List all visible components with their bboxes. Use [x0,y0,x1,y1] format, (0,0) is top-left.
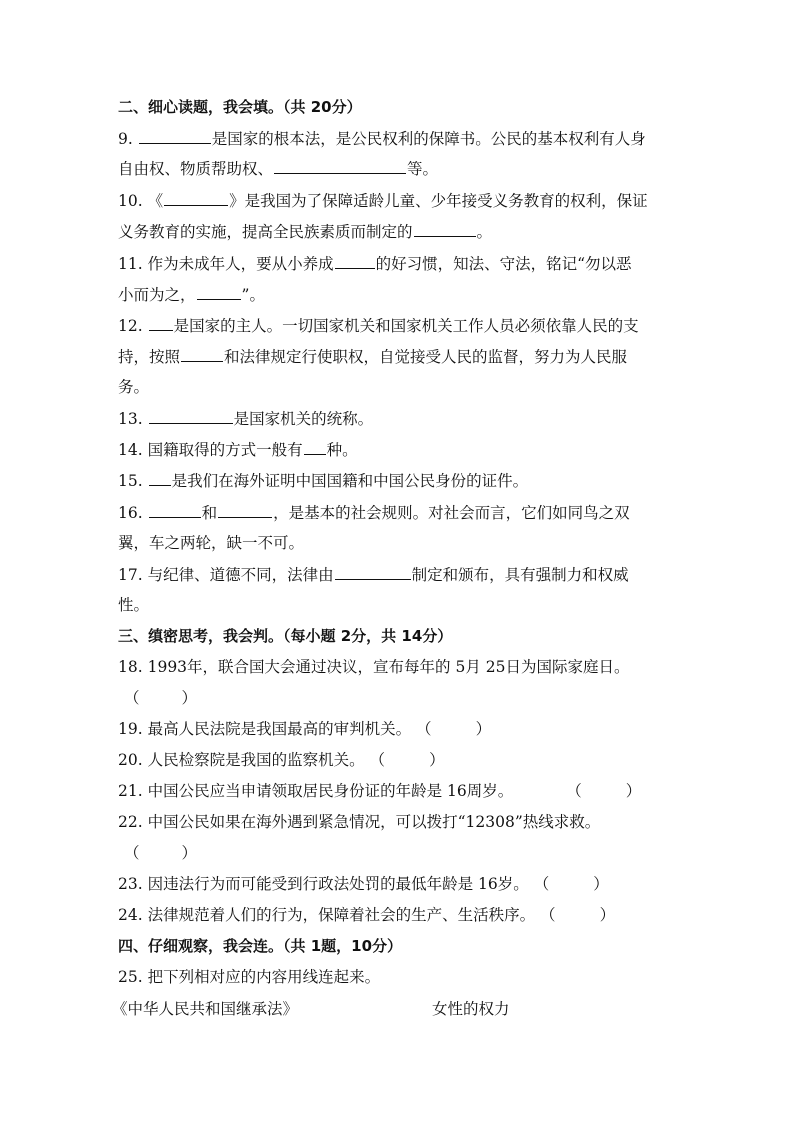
question-23 [118,873,609,895]
question-13 [118,407,373,429]
section-2-heading: 二、细心读题，我会填。（共 20分） [118,98,362,116]
question-number: 14. [118,441,143,459]
open-paren: （ [566,782,582,800]
close-paren: ） [625,782,642,800]
question-16-line-2 [118,532,304,554]
question-text: 性。 [118,596,150,614]
answer-parentheses-22[interactable] [124,842,197,864]
question-text: 种。 [326,441,358,459]
question-number: 10. [118,192,143,210]
answer-blank[interactable] [197,283,241,300]
question-9-line-1 [118,127,646,149]
question-text: ，是基本的社会规则。对社会而言，它们如同鸟之双 [273,504,630,522]
question-text: 最高人民法院是我国最高的审判机关。 [147,720,412,738]
question-17-line-1 [118,563,629,585]
question-9-line-2 [118,157,438,179]
question-12-line-3 [118,376,149,398]
question-text: 和 [201,504,218,522]
question-text: ”。 [241,286,265,304]
answer-blank[interactable] [218,501,272,518]
question-number: 12. [118,317,143,335]
question-number: 18. [118,658,143,676]
question-number: 13. [118,410,143,428]
question-text: 自由权、物质帮助权、 [118,160,274,178]
match-left-item-1[interactable]: 《中华人民共和国继承法》 [112,1000,299,1018]
question-14 [118,438,358,460]
answer-blank[interactable] [149,407,233,424]
answer-blank[interactable] [335,252,375,269]
question-text: 等。 [407,160,439,178]
answer-blank[interactable] [414,220,476,237]
question-10-line-2 [118,220,492,242]
question-18 [118,656,629,678]
answer-blank[interactable] [164,189,228,206]
question-22 [118,811,600,833]
close-paren: ） [475,720,492,738]
question-text: 是国家的根本法，是公民权利的保障书。公民的基本权利有人身 [211,130,646,148]
question-number: 16. [118,504,143,522]
answer-blank[interactable] [274,157,406,174]
question-text: 中国公民如果在海外遇到紧急情况，可以拨打“12308”热线求救。 [147,813,601,831]
question-text: 。 [476,223,493,241]
answer-parentheses-23[interactable] [534,873,609,895]
question-text: 是国家机关的统称。 [233,410,374,428]
answer-blank[interactable] [139,127,211,144]
answer-parentheses-21[interactable] [566,780,641,802]
question-number: 20. [118,751,143,769]
close-paren: ） [181,844,198,862]
question-24 [118,904,615,926]
answer-parentheses-19[interactable] [416,718,491,740]
question-number: 23. [118,875,143,893]
question-text: 》是我国为了保障适龄儿童、少年接受义务教育的权利，保证 [229,192,648,210]
question-text: 国籍取得的方式一般有 [147,441,303,459]
question-text: 务。 [118,378,150,396]
answer-blank[interactable] [181,345,223,362]
close-paren: ） [429,751,445,769]
question-text: 1993年，联合国大会通过决议，宣布每年的 5月 25日为国际家庭日。 [147,658,630,676]
question-text: 法律规范着人们的行为，保障着社会的生产、生活秩序。 [147,906,536,924]
question-12-line-2 [118,345,627,367]
question-number: 25. [118,968,143,986]
question-text: 是国家的主人。一切国家机关和国家机关工作人员必须依靠人民的支 [173,317,639,335]
question-number: 19. [118,720,143,738]
open-paren: （ [416,720,432,738]
question-text: 小而为之， [118,286,196,304]
close-paren: ） [593,875,609,893]
section-3-heading: 三、缜密思考，我会判。（每小题 2分，共 14分） [118,627,453,645]
open-paren: （ [540,906,556,924]
question-19 [118,718,491,740]
open-paren: （ [124,689,140,707]
answer-parentheses-18[interactable] [124,687,197,709]
open-paren: （ [124,844,140,862]
question-text: 制定和颁布，具有强制力和权威 [411,566,629,584]
question-12-line-1 [118,314,639,336]
question-text: 中国公民应当申请领取居民身份证的年龄是 16周岁。 [147,782,514,800]
open-paren: （ [533,875,550,893]
question-number: 11. [118,255,143,273]
question-text: 作为未成年人，要从小养成 [147,255,334,273]
question-10-line-1 [118,189,648,211]
question-text: 把下列相对应的内容用线连起来。 [147,968,381,986]
question-15 [118,469,528,491]
open-paren: （ [369,751,386,769]
question-11-line-1 [118,252,632,274]
answer-blank[interactable] [304,438,326,455]
question-text: 《 [147,192,164,210]
question-25 [118,966,380,988]
close-paren: ） [599,906,616,924]
question-text: 义务教育的实施，提高全民族素质而制定的 [118,223,413,241]
question-number: 17. [118,566,143,584]
question-text: 的好习惯，知法、守法，铭记“勿以恶 [375,255,632,273]
question-21 [118,780,641,802]
question-number: 9. [118,130,133,148]
question-text: 与纪律、道德不同，法律由 [147,566,334,584]
answer-blank[interactable] [149,501,201,518]
question-text: 持，按照 [118,348,181,366]
question-text: 和法律规定行使职权，自觉接受人民的监督，努力为人民服 [224,348,628,366]
answer-parentheses-24[interactable] [540,904,615,926]
question-17-line-2 [118,594,149,616]
answer-blank[interactable] [335,563,411,580]
question-number: 21. [118,782,143,800]
question-number: 22. [118,813,143,831]
question-20 [118,749,445,771]
question-number: 24. [118,906,143,924]
question-11-line-2 [118,283,265,305]
question-text: 是我们在海外证明中国国籍和中国公民身份的证件。 [171,472,529,490]
answer-parentheses-20[interactable] [370,749,445,771]
question-number: 15. [118,472,143,490]
section-4-heading: 四、仔细观察，我会连。（共 1题，10分） [118,937,403,955]
question-text: 翼，车之两轮，缺一不可。 [118,534,305,552]
question-text: 因违法行为而可能受到行政法处罚的最低年龄是 16岁。 [147,875,529,893]
close-paren: ） [181,689,198,707]
match-right-item-1[interactable]: 女性的权力 [432,1000,510,1018]
question-16-line-1 [118,501,630,523]
answer-blank[interactable] [149,314,173,331]
answer-blank[interactable] [149,469,171,486]
question-text: 人民检察院是我国的监察机关。 [147,751,365,769]
